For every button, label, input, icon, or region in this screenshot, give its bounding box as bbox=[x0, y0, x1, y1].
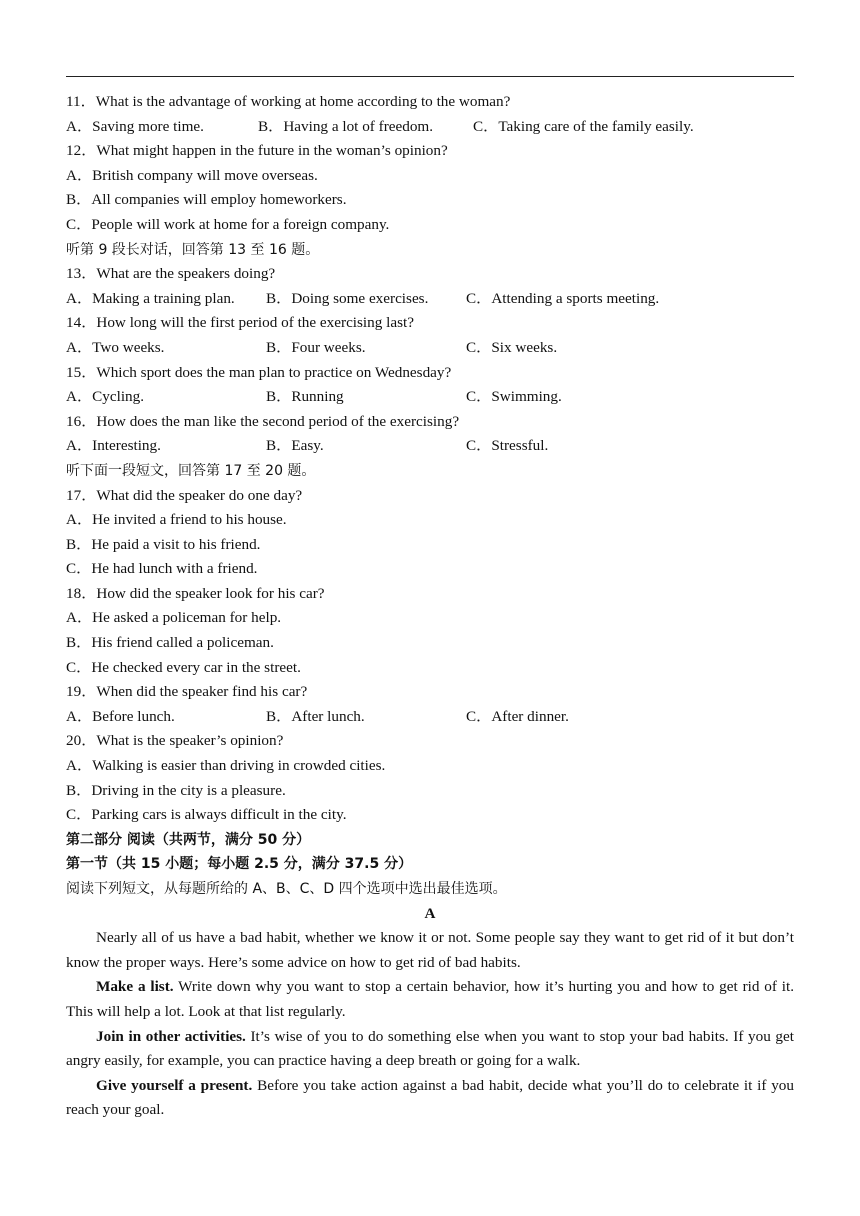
question-14-options bbox=[66, 336, 794, 361]
question-15-options bbox=[66, 385, 794, 410]
option-c: C．Swimming. bbox=[466, 388, 562, 406]
question-15-stem: 15．Which sport does the man plan to practice on Wednesday? bbox=[66, 363, 452, 381]
question-11-stem: 11．What is the advantage of working at home according to the woman? bbox=[66, 93, 511, 110]
question-19-options bbox=[66, 705, 794, 730]
option-b: B．His friend called a policeman. bbox=[66, 634, 274, 652]
option-b: B．Driving in the city is a pleasure. bbox=[66, 781, 286, 799]
option-a: A．Before lunch. bbox=[66, 707, 175, 725]
paragraph-heading: Give yourself a present. bbox=[96, 1076, 253, 1094]
option-a: A．Two weeks. bbox=[66, 338, 165, 356]
question-16-options bbox=[66, 434, 794, 459]
question-13-stem: 13．What are the speakers doing? bbox=[66, 265, 276, 283]
option-c: C．He checked every car in the street. bbox=[66, 658, 301, 676]
option-c: C．Attending a sports meeting. bbox=[466, 289, 660, 307]
passage-paragraph-4 bbox=[66, 1074, 794, 1123]
option-b: B．Doing some exercises. bbox=[266, 289, 429, 307]
question-13-options bbox=[66, 287, 794, 312]
instruction-passage: 听下面一段短文，回答第 17 至 20 题。 bbox=[66, 462, 316, 479]
passage-label: A bbox=[424, 904, 436, 922]
option-c: C．After dinner. bbox=[466, 707, 569, 725]
option-a: A．Cycling. bbox=[66, 388, 145, 406]
question-11-options bbox=[66, 115, 794, 140]
header-rule bbox=[66, 76, 794, 77]
option-a: A．British company will move overseas. bbox=[66, 166, 318, 184]
question-12-stem: 12．What might happen in the future in the woman’s opinion? bbox=[66, 142, 448, 160]
option-b: B．Running bbox=[266, 388, 344, 406]
question-17-stem: 17．What did the speaker do one day? bbox=[66, 486, 303, 504]
question-19-stem: 19．When did the speaker find his car? bbox=[66, 683, 308, 701]
option-a: A．Saving more time. bbox=[66, 117, 204, 135]
passage-paragraph-1: Nearly all of us have a bad habit, whether we know it or not. Some people say they want to get rid of it but don’t know the proper ways. Here’s some advice on how to get rid of bad habits. bbox=[66, 929, 794, 971]
option-c: C．Stressful. bbox=[466, 437, 549, 455]
reading-instruction: 阅读下列短文，从每题所给的 A、B、C、D 四个选项中选出最佳选项。 bbox=[66, 881, 507, 897]
option-c: C．Parking cars is always difficult in the city. bbox=[66, 806, 347, 824]
paragraph-body: It’s wise of you to do something else when you want to stop your bad habits. If you get angry easily, for example, you can practice having a deep breath or going for a walk. bbox=[66, 1027, 794, 1070]
option-a: A．Walking is easier than driving in crowded cities. bbox=[66, 757, 386, 775]
passage-paragraph-3 bbox=[66, 1025, 794, 1074]
paragraph-body: Before you take action against a bad habit, decide what you’ll do to celebrate it if you reach your goal. bbox=[66, 1076, 794, 1119]
option-c: C．He had lunch with a friend. bbox=[66, 560, 258, 578]
paragraph-heading: Join in other activities. bbox=[96, 1027, 246, 1045]
option-a: A．Making a training plan. bbox=[66, 289, 235, 307]
question-14-stem: 14．How long will the first period of the exercising last? bbox=[66, 314, 414, 332]
option-c: C．People will work at home for a foreign company. bbox=[66, 215, 390, 233]
section-one-title: 第一节（共 15 小题；每小题 2.5 分，满分 37.5 分） bbox=[66, 856, 413, 873]
option-a: A．Interesting. bbox=[66, 437, 161, 455]
question-20-stem: 20．What is the speaker’s opinion? bbox=[66, 732, 284, 750]
paragraph-heading: Make a list. bbox=[96, 978, 174, 996]
option-c: C．Taking care of the family easily. bbox=[473, 117, 694, 135]
question-18-stem: 18．How did the speaker look for his car? bbox=[66, 584, 325, 602]
option-b: B．Having a lot of freedom. bbox=[258, 117, 434, 135]
part-two-title: 第二部分 阅读（共两节，满分 50 分） bbox=[66, 831, 311, 848]
instruction-dialogue-9: 听第 9 段长对话，回答第 13 至 16 题。 bbox=[66, 241, 320, 258]
paragraph-body: Write down why you want to stop a certain behavior, how it’s hurting you and how to get rid of it. This will help a lot. Look at that list regularly. bbox=[66, 978, 794, 1020]
option-c: C．Six weeks. bbox=[466, 338, 558, 356]
question-16-stem: 16．How does the man like the second period of the exercising? bbox=[66, 412, 460, 430]
option-b: B．All companies will employ homeworkers. bbox=[66, 191, 347, 209]
option-b: B．Easy. bbox=[266, 437, 324, 455]
passage-paragraph-2 bbox=[66, 975, 794, 1024]
option-a: A．He invited a friend to his house. bbox=[66, 511, 287, 529]
option-b: B．Four weeks. bbox=[266, 338, 366, 356]
option-a: A．He asked a policeman for help. bbox=[66, 609, 282, 627]
option-b: B．After lunch. bbox=[266, 707, 365, 725]
exam-page bbox=[66, 90, 794, 1123]
option-b: B．He paid a visit to his friend. bbox=[66, 535, 261, 553]
